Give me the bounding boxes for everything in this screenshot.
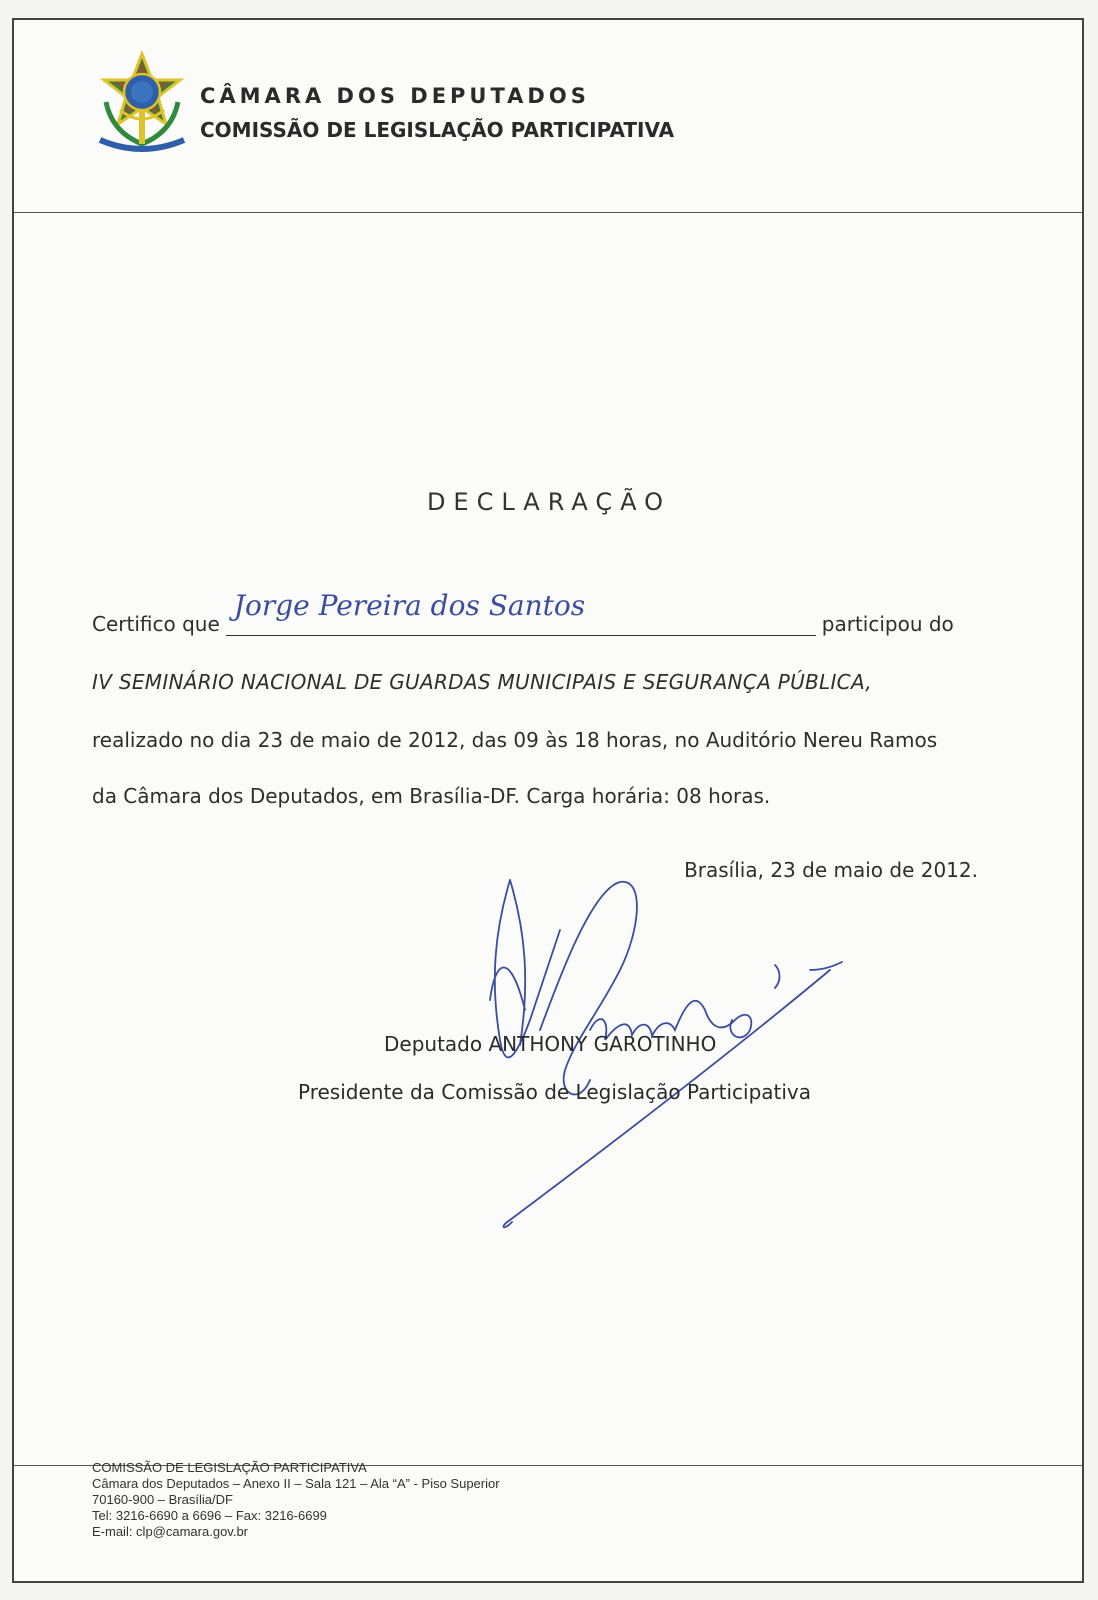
footer-line: 70160-900 – Brasília/DF	[92, 1492, 233, 1507]
footer-line: COMISSÃO DE LEGISLAÇÃO PARTICIPATIVA	[92, 1460, 367, 1475]
signatory-name: Deputado ANTHONY GAROTINHO	[384, 1032, 717, 1056]
certificate-line-3: realizado no dia 23 de maio de 2012, das 09 às 18 horas, no Auditório Nereu Ramos	[92, 728, 938, 752]
footer-line: Tel: 3216-6690 a 6696 – Fax: 3216-6699	[92, 1508, 327, 1523]
certificate-line-1	[92, 589, 998, 636]
participant-handwritten-name: Jorge Pereira dos Santos	[233, 589, 586, 622]
cert-suffix: participou do	[821, 612, 954, 636]
committee-name: COMISSÃO DE LEGISLAÇÃO PARTICIPATIVA	[200, 118, 675, 142]
event-name: IV SEMINÁRIO NACIONAL DE GUARDAS MUNICIPAIS E SEGURANÇA PÚBLICA,	[92, 670, 872, 694]
document-title: DECLARAÇÃO	[426, 488, 672, 516]
footer-line: Câmara dos Deputados – Anexo II – Sala 121 – Ala “A” - Piso Superior	[92, 1476, 500, 1491]
signatory-role: Presidente da Comissão de Legislação Participativa	[298, 1080, 812, 1104]
cert-prefix: Certifico que	[92, 612, 220, 636]
institution-name: CÂMARA DOS DEPUTADOS	[200, 84, 590, 108]
coat-of-arms-emblem	[92, 50, 192, 160]
header-divider	[14, 212, 1082, 213]
footer-email[interactable]: E-mail: clp@camara.gov.br	[92, 1524, 248, 1539]
footer-address	[92, 1460, 500, 1540]
participant-name-field	[226, 589, 816, 636]
date-place: Brasília, 23 de maio de 2012.	[684, 858, 978, 882]
certificate-line-4: da Câmara dos Deputados, em Brasília-DF. Carga horária: 08 horas.	[92, 784, 771, 808]
